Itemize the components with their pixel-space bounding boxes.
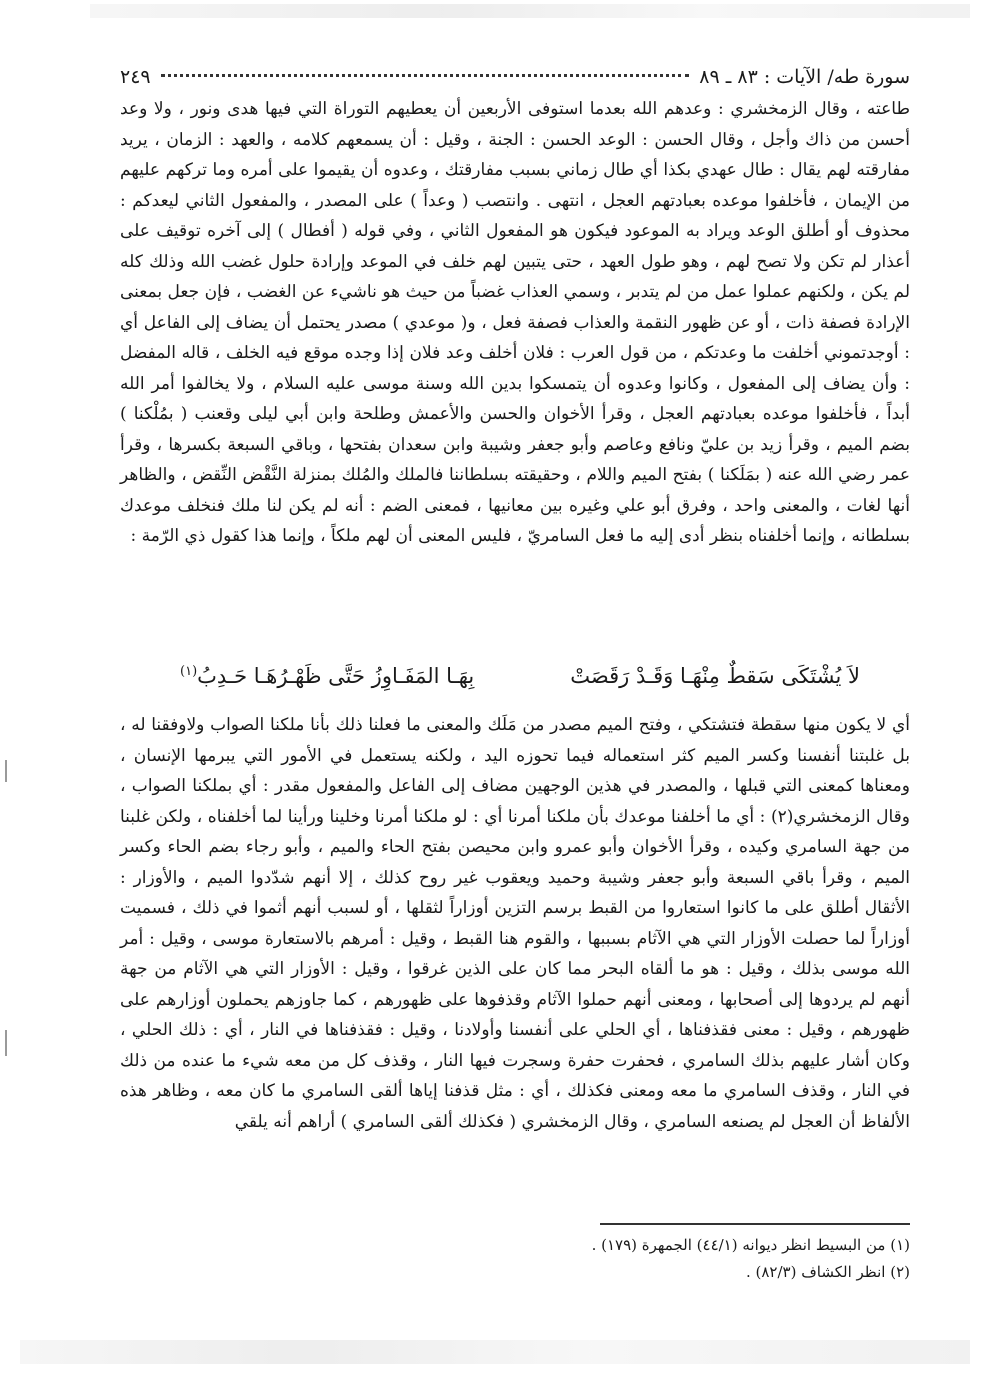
verse-first-hemistich: لاَ يُشْتَكَى سَقطٌ مِنْهَـا وَقَـدْ رَقَصَتْ (570, 664, 860, 688)
footnote-reference: (١) (180, 664, 198, 679)
page-number: ٢٤٩ (120, 66, 151, 88)
paragraph-2: أي لا يكون منها سقطة فتشتكي ، وفتح الميم مصدر من مَلَك والمعنى ما فعلنا ذلك بأنا ملكنا الصواب ولاوفقنا له ، بل غلبتنا أنفسنا وكسر الميم كثر استعماله فيما تحوزه اليد ، ولكنه يستعمل في الأمور التي يبرمها الإنسان ، ومعناها كمعنى التي قبلها ، والمصدر في هذين الوجهين مضاف إلى الفاعل والمفعول مقدر : أي بملكنا الصواب ، وقال الزمخشري(٢) : أي ما أخلفنا موعدك بأن ملكنا أمرنا أي : لو ملكنا أمرنا وخلينا ورأينا لما أخلفناه ، ولكن غلبنا من جهة السامري وكيده ، وقرأ الأخوان وأبو عمرو وابن محيصن بفتح الحاء والميم ، وأبو رجاء بضم الحاء وكسر الميم ، وقرأ باقي السبعة وأبو جعفر وشيبة وحميد ويعقوب غير روح كذلك ، إلا أنهم شدّدوا الميم ، والأوزار : الأثقال أطلق على ما كانوا استعاروا من القبط برسم التزين أوزاراً لثقلها ، أو لسبب أنهم أثموا في ذلك ، فسميت أوزاراً لما حصلت الأوزار التي هي الآثام بسببها ، والقوم هنا القبط ، وقيل : أمرهم بالاستعارة موسى ، وقيل : أمر الله موسى بذلك ، وقيل : هو ما ألقاه البحر مما كان على الذين غرقوا ، وقيل : الأوزار التي هي الآثام من جهة أنهم لم يردوها إلى أصحابها ، ومعنى أنهم حملوا الآثام وقذفوها على ظهورهم ، كما جاوزهم يحملون أوزارهم على ظهورهم ، وقيل : معنى فقذفناها ، أي الحلي على أنفسنا وأولادنا ، وقيل : فقذفناها في النار ، أي : ذلك الحلي ، وكان أشار عليهم بذلك السامري ، فحفرت حفرة وسجرت فيها النار ، وقذف كل من معه شيء ما عنده من ذلك في النار ، وقذف السامري ما معه ومعنى فكذلك ، أي : مثل قذفنا إياها ألقى السامري ما كان معه ، وظاهر هذه الألفاظ أن العجل لم يصنعه السامري ، وقال الزمخشري ( فكذلك ألقى السامري ) أراهم أنه يلقي (120, 715, 910, 1132)
verse-second-hemistich (180, 664, 474, 688)
footnotes (500, 1232, 910, 1286)
verse-second-hemistich-text: بِهَـا المَفَـاوِزُ حَتَّى ظَهْـرُهَـا حَـدِبُ (197, 664, 475, 688)
running-header-title: سورة طه/ الآيات : ٨٣ ـ ٨٩ (699, 66, 910, 88)
header-dotted-leader (161, 74, 690, 77)
poetry-verse (180, 656, 860, 696)
scan-artifact-bottom (20, 1340, 970, 1364)
footnote-1: (١) من البسيط انظر ديوانه (٤٤/١) الجمهرة (١٧٩) . (591, 1236, 910, 1254)
scan-edge-mark (5, 760, 7, 782)
paragraph-1: طاعته ، وقال الزمخشري : وعدهم الله بعدما استوفى الأربعين أن يعطيهم التوراة التي فيها هدى ونور ، ولا وعد أحسن من ذاك وأجل ، وقال الحسن : الوعد الحسن : الجنة ، وقيل : أن يسمعهم كلامه ، والعهد : الزمان ، يريد مفارقته لهم يقال : طال عهدي بكذا أي طال زماني بسبب مفارقتك ، وعدوه أن يقيموا على أمره وما تركهم عليهم من الإيمان ، فأخلفوا موعده بعبادتهم العجل ، انتهى . وانتصب ( وعداً ) على المصدر ، والمفعول الثاني ليعدكم : محذوف أو أطلق الوعد ويراد به الموعود فيكون هو المفعول الثاني ، وفي قوله ( أفطال ) إلى آخره توقيف على أعذار لم تكن ولا تصح لهم ، وهو طول العهد ، حتى يتبين لهم خلف في الموعد وإرادة حلول غضب الله وذلك كله لم يكن ، ولكنهم عملوا عمل من لم يتدبر ، وسمي العذاب غضباً من حيث هو ناشيء عن الغضب ، فإن جعل بمعنى الإرادة فصفة ذات ، أو عن ظهور النقمة والعذاب فصفة فعل ، و( موعدي ) مصدر يحتمل أن يضاف إلى الفاعل أي : أوجدتموني أخلفت ما وعدتكم ، من قول العرب : فلان أخلف وعد فلان إذا وجده موقع فيه الخلف ، قاله المفضل : وأن يضاف إلى المفعول ، وكانوا وعدوه أن يتمسكوا بدين الله وسنة موسى عليه السلام ، ولا يخالفوا أمر الله أبداً ، فأخلفوا موعده بعبادتهم العجل ، وقرأ الأخوان والحسن والأعمش وطلحة وابن أبي ليلى وقعنب ( بمُلْكنا ) بضم الميم ، وقرأ زيد بن عليّ ونافع وعاصم وأبو جعفر وشيبة وابن سعدان بفتحها ، وباقي السبعة بكسرها ، وقرأ عمر رضي الله عنه ( بمَلَكنا ) بفتح الميم واللام ، وحقيقته بسلطاننا فالملك والمُلك بمنزلة النَّقْض النِّقض ، والظاهر أنها لغات ، والمعنى واحد ، وفرق أبو علي وغيره بين معانيها ، فمعنى الضم : أنه لم يكن لنا ملك فنخلف موعدك بسلطانه ، وإنما أخلفناه بنظر أدى إليه ما فعل السامريّ ، فليس المعنى أن لهم ملكاً ، وإنما هذا كقول ذي الرّمة : (120, 99, 910, 546)
scan-edge-mark (5, 1030, 7, 1056)
running-header (120, 62, 910, 92)
footnote-separator (600, 1223, 910, 1225)
scan-artifact-top (90, 4, 970, 18)
footnote-2: (٢) انظر الكشاف (٨٢/٣) . (745, 1263, 910, 1281)
